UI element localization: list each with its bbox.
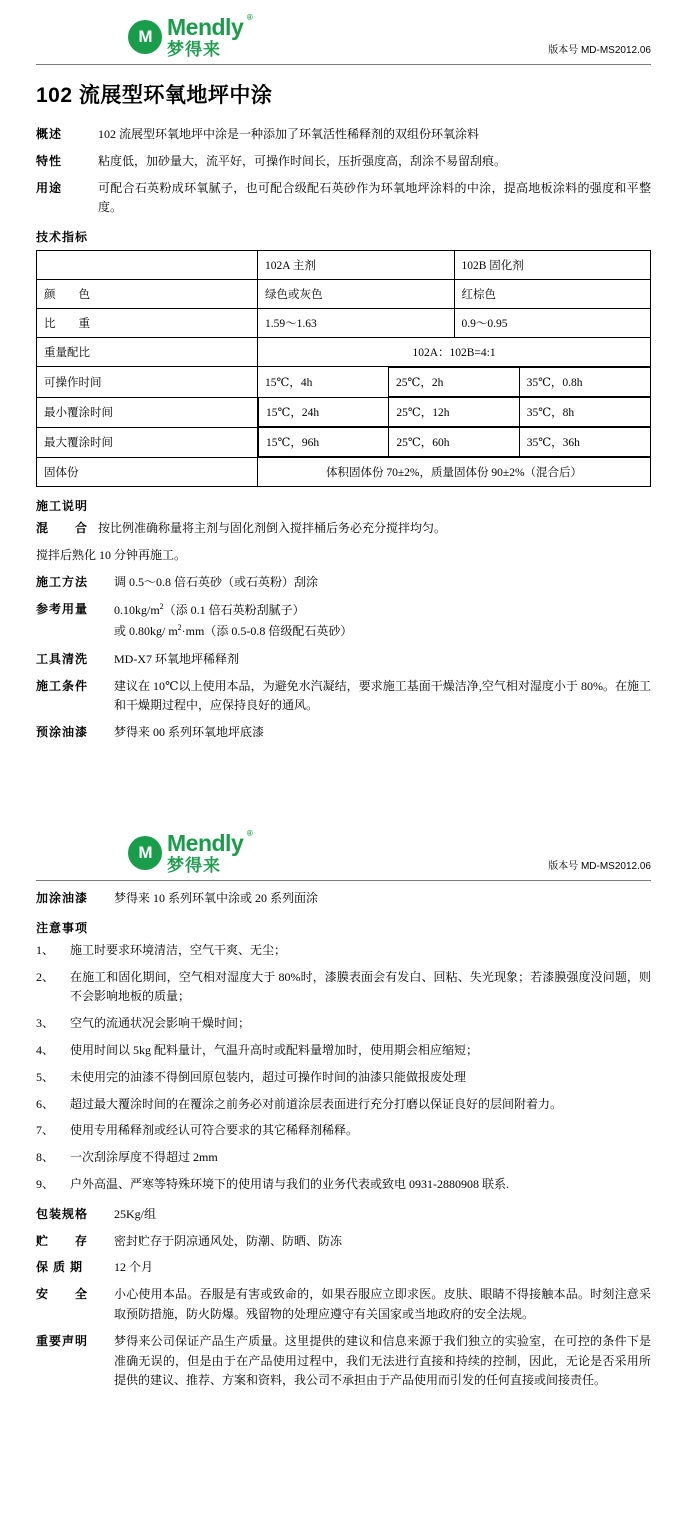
table-header-blank (37, 251, 258, 280)
usage-line-1 (114, 600, 651, 622)
list-item (36, 1175, 651, 1195)
brand-logo-2 (128, 828, 253, 875)
notes-heading: 注意事项 (36, 920, 89, 935)
row-label-density: 比 重 (37, 309, 258, 338)
list-item (36, 1148, 651, 1168)
min-recoat-15c: 15℃，24h (259, 398, 389, 427)
note-text: 户外高温、严寒等特殊环境下的使用请与我们的业务代表或致电 0931-2880908 联系. (70, 1176, 509, 1191)
cleaning-value: MD-X7 环氧地坪稀释剂 (114, 651, 239, 666)
usage-line-1-sup: 2 (159, 601, 164, 611)
packaging-label: 包装规格 (36, 1206, 89, 1221)
note-text: 使用时间以 5kg 配料量计，气温升高时或配料量增加时，使用期会相应缩短； (70, 1042, 479, 1057)
brand-logo (128, 13, 253, 59)
safety-row (36, 1285, 651, 1325)
uses-row (36, 179, 651, 219)
spec-table (36, 250, 651, 487)
table-row (37, 367, 651, 398)
method-label: 施工方法 (36, 574, 89, 589)
logo-mark-icon: M (128, 20, 162, 54)
list-item (36, 1068, 651, 1088)
row-value-color-a: 绿色或灰色 (258, 280, 454, 309)
note-number: 3、 (36, 1016, 55, 1031)
topcoat-value: 梦得来 10 系列环氧中涂或 20 系列面涂 (114, 890, 319, 905)
overview-label: 概述 (36, 127, 63, 141)
note-text: 在施工和固化期间，空气相对湿度大于 80%时，漆膜表面会有发白、回粘、失光现象；若漆膜强度没问题，则不会影响地板的质量； (70, 969, 651, 1004)
document-page-1 (0, 0, 687, 760)
brand-name-en-2 (167, 828, 253, 856)
cleaning-label: 工具清洗 (36, 651, 89, 666)
page-header (0, 0, 687, 62)
usage-values (106, 600, 651, 643)
row-label-color: 颜 色 (37, 280, 258, 309)
overview-value: 102 流展型环氧地坪中涂是一种添加了环氧活性稀释剂的双组份环氧涂料 (98, 127, 480, 141)
table-header-b: 102B 固化剂 (454, 251, 651, 280)
header-divider (36, 64, 651, 65)
conditions-label: 施工条件 (36, 678, 89, 693)
row-value-density-b: 0.9～0.95 (454, 309, 651, 338)
safety-value: 小心使用本品。吞服是有害或致命的，如果吞服应立即求医。皮肤、眼睛不得接触本品。时刻注意采取预防措施，防火防爆。残留物的处理应遵守有关国家或当地政府的安全法规。 (114, 1287, 651, 1321)
shelf-life-label: 保 质 期 (36, 1260, 84, 1275)
list-item (36, 941, 651, 961)
table-header-row (37, 251, 651, 280)
disclaimer-row (36, 1332, 651, 1391)
features-row (36, 152, 651, 172)
brand-name-en-label: Mendly (167, 14, 244, 40)
list-item (36, 1014, 651, 1034)
usage-label: 参考用量 (36, 601, 89, 616)
note-text: 施工时要求环境清洁，空气干爽、无尘； (70, 942, 287, 957)
brand-name-en (167, 13, 253, 40)
conditions-row (36, 677, 651, 717)
usage-line-2-sup: 2 (177, 623, 182, 633)
brand-name-en-label-2: Mendly (167, 829, 244, 856)
logo-mark-icon: M (128, 836, 162, 870)
uses-value: 可配合石英粉成环氧腻子，也可配合级配石英砂作为环氧地坪涂料的中涂，提高地板涂料的强度和平整度。 (98, 180, 651, 215)
storage-row (36, 1232, 651, 1252)
disclaimer-label: 重要声明 (36, 1333, 89, 1348)
table-row (37, 427, 651, 458)
min-recoat-35c: 35℃，8h (519, 398, 650, 427)
cleaning-row (36, 650, 651, 670)
table-row (37, 338, 651, 367)
conditions-value: 建议在 10℃以上使用本品，为避免水汽凝结，要求施工基面干燥洁净,空气相对湿度小于 80%。在施工和干燥期过程中，应保持良好的通风。 (114, 678, 651, 713)
note-text: 一次刮涂厚度不得超过 2mm (70, 1150, 218, 1165)
primer-row (36, 723, 651, 743)
table-row (37, 280, 651, 309)
features-label: 特性 (36, 153, 63, 168)
spec-heading: 技术指标 (36, 230, 89, 245)
usage-line-1-b: （添 0.1 倍石英粉刮腻子） (163, 602, 305, 617)
usage-line-2 (114, 621, 651, 643)
row-label-min-recoat: 最小覆涂时间 (37, 397, 258, 427)
table-row (37, 397, 651, 427)
table-row (37, 309, 651, 338)
note-text: 未使用完的油漆不得倒回原包装内，超过可操作时间的油漆只能做报废处理 (70, 1069, 467, 1084)
brand-name-cn: 梦得来 (167, 40, 221, 59)
version-label-2: 版本号 MD-MS2012.06 (548, 860, 651, 872)
topcoat-label: 加涂油漆 (36, 890, 89, 905)
note-text: 使用专用稀释剂或经认可符合要求的其它稀释剂稀释。 (70, 1123, 359, 1138)
min-recoat-25c: 25℃，12h (389, 398, 519, 427)
note-number: 2、 (36, 969, 55, 984)
method-value: 调 0.5～0.8 倍石英砂（或石英粉）刮涂 (114, 574, 319, 589)
pot-life-25c: 25℃，2h (389, 368, 520, 397)
row-label-ratio: 重量配比 (37, 338, 258, 367)
features-value: 粘度低，加砂量大，流平好，可操作时间长，压折强度高，刮涂不易留刮痕。 (98, 153, 507, 168)
max-recoat-35c: 35℃，36h (519, 428, 650, 457)
note-number: 4、 (36, 1042, 55, 1057)
brand-text-2 (167, 828, 253, 875)
page-break (0, 760, 687, 816)
mixing-value-continued: 搅拌后熟化 10 分钟再施工。 (36, 547, 187, 562)
primer-value: 梦得来 00 系列环氧地坪底漆 (114, 725, 265, 740)
document-page-2 (0, 816, 687, 1408)
note-number: 1、 (36, 942, 55, 957)
brand-text (167, 13, 253, 59)
brand-name-cn-2: 梦得来 (167, 855, 221, 875)
row-value-density-a: 1.59～1.63 (258, 309, 454, 338)
mixing-row (36, 519, 651, 539)
overview-row (36, 125, 651, 145)
disclaimer-value: 梦得来公司保证产品生产质量。这里提供的建议和信息来源于我们独立的实验室，在可控的条件下是准确无误的，但是由于在产品使用过程中，我们无法进行直接和持续的控制，因此，无论是否采用所提供的建议、推荐、方案和资料，我公司不承担由于产品使用而引发的任何直接或间接责任。 (114, 1333, 651, 1388)
note-number: 8、 (36, 1150, 55, 1165)
mixing-label: 混 合 (36, 521, 89, 536)
registered-trademark-icon: ® (246, 13, 253, 22)
usage-row (36, 600, 651, 643)
primer-label: 预涂油漆 (36, 725, 89, 740)
method-row (36, 573, 651, 593)
usage-line-2-a: 或 0.80kg/ m (114, 624, 178, 639)
registered-trademark-icon-2: ® (246, 828, 253, 838)
row-value-solids: 体积固体份 70±2%，质量固体份 90±2%（混合后） (258, 458, 651, 487)
topcoat-row (36, 889, 651, 909)
note-text: 超过最大覆涂时间的在覆涂之前务必对前道涂层表面进行充分打磨以保证良好的层间附着力。 (70, 1096, 563, 1111)
page-title: 102 流展型环氧地坪中涂 (36, 84, 273, 107)
list-item (36, 1095, 651, 1115)
table-header-a: 102A 主剂 (258, 251, 454, 280)
storage-value: 密封贮存于阴凉通风处，防潮、防晒、防冻 (114, 1233, 343, 1248)
max-recoat-25c: 25℃，60h (389, 428, 519, 457)
row-label-max-recoat: 最大覆涂时间 (37, 427, 258, 458)
safety-label: 安 全 (36, 1287, 89, 1302)
page-header-2 (0, 816, 687, 878)
packaging-row (36, 1205, 651, 1225)
version-label: 版本号 MD-MS2012.06 (548, 45, 651, 56)
row-value-ratio: 102A：102B=4:1 (258, 338, 651, 367)
note-number: 6、 (36, 1096, 55, 1111)
note-number: 5、 (36, 1069, 55, 1084)
note-number: 7、 (36, 1123, 55, 1138)
construction-heading: 施工说明 (36, 499, 89, 514)
list-item (36, 968, 651, 1008)
list-item (36, 1041, 651, 1061)
list-item (36, 1121, 651, 1141)
usage-line-1-a: 0.10kg/m (114, 602, 160, 617)
row-label-solids: 固体份 (37, 458, 258, 487)
shelf-life-value: 12 个月 (114, 1260, 154, 1275)
notes-list (36, 941, 651, 1195)
row-value-color-b: 红棕色 (454, 280, 651, 309)
table-row (37, 458, 651, 487)
storage-label: 贮 存 (36, 1233, 89, 1248)
shelf-life-row (36, 1258, 651, 1278)
pot-life-15c: 15℃，4h (258, 368, 389, 397)
packaging-value: 25Kg/组 (114, 1206, 157, 1221)
note-number: 9、 (36, 1176, 55, 1191)
uses-label: 用途 (36, 180, 63, 195)
row-label-pot-life: 可操作时间 (37, 367, 258, 398)
mixing-value: 按比例准确称量将主剂与固化剂倒入搅拌桶后务必充分搅拌均匀。 (98, 521, 447, 536)
max-recoat-15c: 15℃，96h (259, 428, 389, 457)
pot-life-35c: 35℃，0.8h (519, 368, 650, 397)
note-text: 空气的流通状况会影响干燥时间； (70, 1016, 251, 1031)
usage-line-2-b: ·mm（添 0.5-0.8 倍级配石英砂） (181, 624, 353, 639)
